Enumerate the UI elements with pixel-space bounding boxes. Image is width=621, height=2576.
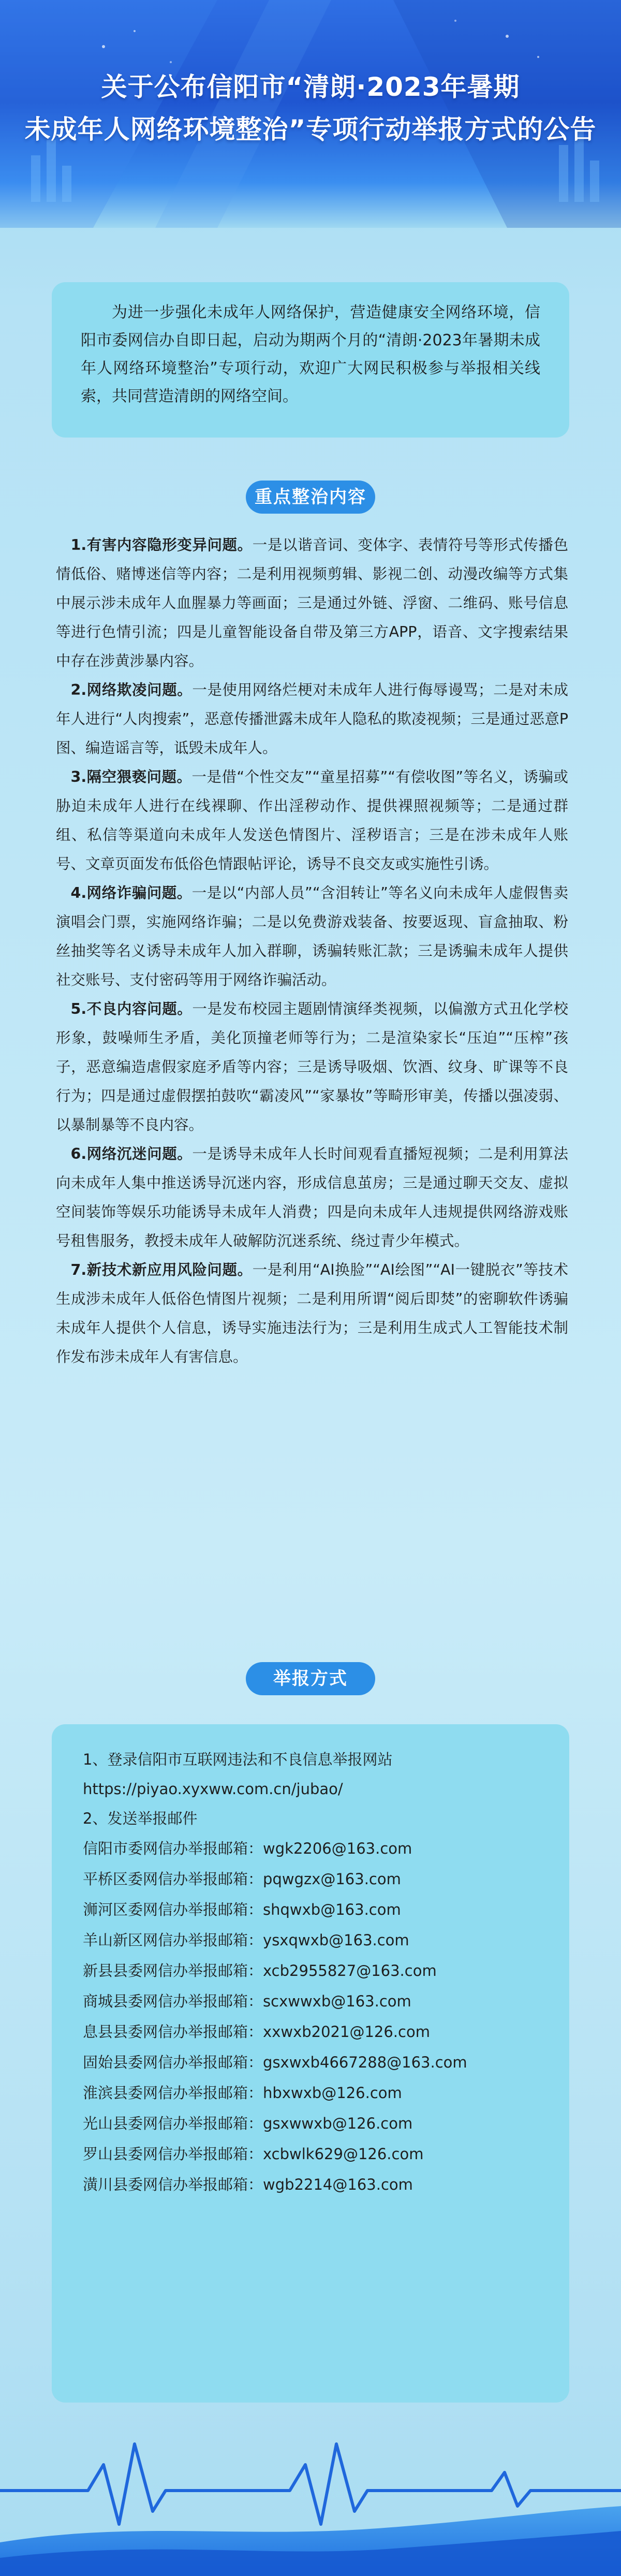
- separator: ：: [248, 1840, 263, 1857]
- problem-body: 一是发布校园主题剧情演绎类视频，以偏激方式丑化学校形象，鼓噪师生矛盾，美化顶撞老师等行为；二是渲染家长“压迫”“压榨”孩子，恶意编造虐假家庭矛盾等内容；三是诱导吸烟、饮酒、纹身、旷课等不良行为；四是通过虚假摆拍鼓吹“霸凌风”“家暴妆”等畸形审美，传播以强凌弱、以暴制暴等不良内容。: [56, 1000, 568, 1133]
- list-item: [56, 676, 568, 763]
- mailbox-name: 商城县委网信办举报邮箱: [83, 1992, 248, 2010]
- list-item: [56, 763, 568, 879]
- problem-heading: 网络欺凌问题。: [86, 681, 193, 698]
- header-banner: [0, 0, 621, 228]
- intro-text: 为进一步强化未成年人网络保护，营造健康安全网络环境，信阳市委网信办自即日起，启动为期两个月的“清朗·2023年暑期未成年人网络环境整治”专项行动，欢迎广大网民积极参与举报相关线索，共同营造清朗的网络空间。: [81, 303, 540, 405]
- separator: ：: [248, 1931, 263, 1949]
- mailbox-name: 息县县委网信办举报邮箱: [83, 2023, 248, 2041]
- separator: ：: [248, 1870, 263, 1888]
- mailbox-name: 淮滨县委网信办举报邮箱: [83, 2084, 248, 2102]
- separator: ：: [248, 1962, 263, 1980]
- problem-body: 一是诱导未成年人长时间观看直播短视频；二是利用算法向未成年人集中推送诱导沉迷内容，形成信息茧房；三是通过聊天交友、虚拟空间装饰等娱乐功能诱导未成年人消费；四是向未成年人违规提供网络游戏账号租售服务，教授未成年人破解防沉迷系统、绕过青少年模式。: [56, 1145, 568, 1249]
- problem-number: 5.: [70, 1000, 87, 1017]
- report-item-email-label: 2、发送举报邮件: [83, 1810, 198, 1827]
- separator: ：: [248, 1901, 263, 1918]
- separator: ：: [248, 2176, 263, 2193]
- mailbox-email[interactable]: wgk2206@163.com: [263, 1840, 412, 1857]
- list-item: [56, 879, 568, 995]
- mailbox-email[interactable]: xcb2955827@163.com: [263, 1962, 437, 1980]
- footer-pulse-decoration: [0, 2434, 621, 2576]
- mailbox-email[interactable]: hbxwxb@126.com: [263, 2084, 402, 2102]
- mailbox-email[interactable]: gsxwxb4667288@163.com: [263, 2054, 467, 2071]
- problem-number: 2.: [70, 681, 87, 698]
- problem-body: 一是以谐音词、变体字、表情符号等形式传播色情低俗、赌博迷信等内容；二是利用视频剪辑、影视二创、动漫改编等方式集中展示涉未成年人血腥暴力等画面；三是通过外链、浮窗、二维码、账号信息等进行色情引流；四是儿童智能设备自带及第三方APP，语音、文字搜索结果中存在涉黄涉暴内容。: [56, 536, 568, 670]
- list-item: [83, 1895, 538, 1925]
- list-item: [83, 2047, 538, 2078]
- separator: ：: [248, 1992, 263, 2010]
- problem-body: 一是借“个性交友”“童星招募”“有偿收图”等名义，诱骗或胁迫未成年人进行在线裸聊、作出淫秽动作、提供裸照视频等；二是通过群组、私信等渠道向未成年人发送色情图片、淫秽语言；三是在涉未成年人账号、文章页面发布低俗色情跟帖评论，诱导不良交友或实施性引诱。: [56, 768, 568, 872]
- list-item: [83, 2170, 538, 2200]
- list-item: [83, 1864, 538, 1895]
- mailbox-email[interactable]: scxwwxb@163.com: [263, 1992, 411, 2010]
- list-item: [56, 1256, 568, 1372]
- list-item: [83, 2078, 538, 2108]
- mailbox-name: 罗山县委网信办举报邮箱: [83, 2145, 248, 2163]
- mailbox-email[interactable]: ysxqwxb@163.com: [263, 1931, 409, 1949]
- mailbox-email[interactable]: pqwgzx@163.com: [263, 1870, 401, 1888]
- mailbox-name: 羊山新区网信办举报邮箱: [83, 1931, 248, 1949]
- mailbox-name: 光山县委网信办举报邮箱: [83, 2115, 248, 2132]
- mailbox-email[interactable]: xcbwlk629@126.com: [263, 2145, 424, 2163]
- problem-number: 3.: [70, 768, 87, 785]
- intro-box: [52, 282, 569, 438]
- problem-heading: 有害内容隐形变异问题。: [86, 536, 253, 554]
- list-item: [83, 1925, 538, 1956]
- separator: ：: [248, 2023, 263, 2041]
- mailbox-name: 新县县委网信办举报邮箱: [83, 1962, 248, 1980]
- list-item: [83, 2139, 538, 2170]
- list-item: [83, 2017, 538, 2047]
- problem-number: 7.: [70, 1261, 87, 1278]
- problem-number: 4.: [70, 884, 87, 901]
- mailbox-name: 浉河区委网信办举报邮箱: [83, 1901, 248, 1918]
- list-item: [83, 1986, 538, 2017]
- mailbox-email[interactable]: wgb2214@163.com: [263, 2176, 413, 2193]
- section-title-report: 举报方式: [246, 1662, 375, 1695]
- separator: ：: [248, 2115, 263, 2132]
- problem-number: 1.: [70, 536, 87, 554]
- mailbox-name: 潢川县委网信办举报邮箱: [83, 2176, 248, 2193]
- list-item: [56, 531, 568, 676]
- separator: ：: [248, 2145, 263, 2163]
- list-item: [56, 1140, 568, 1256]
- problem-heading: 隔空猥亵问题。: [86, 768, 192, 785]
- section-title-focus: 重点整治内容: [246, 481, 375, 514]
- page-title-line-2: 未成年人网络环境整治”专项行动举报方式的公告: [24, 114, 597, 144]
- list-item: [83, 1833, 538, 1864]
- separator: ：: [248, 2054, 263, 2071]
- problem-list: [56, 531, 568, 1372]
- mailbox-email[interactable]: xxwxb2021@126.com: [263, 2023, 430, 2041]
- mailbox-name: 信阳市委网信办举报邮箱: [83, 1840, 248, 1857]
- mailbox-name: 平桥区委网信办举报邮箱: [83, 1870, 248, 1888]
- problem-heading: 网络沉迷问题。: [86, 1145, 193, 1162]
- page-title-line-1: 关于公布信阳市“清朗·2023年暑期: [101, 72, 520, 102]
- report-website-link[interactable]: https://piyao.xyxww.com.cn/jubao/: [83, 1780, 343, 1798]
- separator: ：: [248, 2084, 263, 2102]
- problem-body: 一是以“内部人员”“含泪转让”等名义向未成年人虚假售卖演唱会门票，实施网络诈骗；二是以免费游戏装备、按要返现、盲盒抽取、粉丝抽奖等名义诱导未成年人加入群聊，诱骗转账汇款；三是诱骗未成年人提供社交账号、支付密码等用于网络诈骗活动。: [56, 884, 568, 988]
- problem-heading: 新技术新应用风险问题。: [86, 1261, 253, 1278]
- problem-number: 6.: [70, 1145, 87, 1162]
- report-item-website-label: 1、登录信阳市互联网违法和不良信息举报网站: [83, 1751, 393, 1768]
- list-item: [83, 1956, 538, 1986]
- report-box: [52, 1724, 569, 2403]
- problem-body: 一是利用“AI换脸”“AI绘图”“AI一键脱衣”等技术生成涉未成年人低俗色情图片视频；二是利用所谓“阅后即焚”的密聊软件诱骗未成年人提供个人信息，诱导实施违法行为；三是利用生成式人工智能技术制作发布涉未成年人有害信息。: [56, 1261, 568, 1365]
- problem-body: 一是使用网络烂梗对未成年人进行侮辱谩骂；二是对未成年人进行“人肉搜索”，恶意传播泄露未成年人隐私的欺凌视频；三是通过恶意P图、编造谣言等，诋毁未成年人。: [56, 681, 568, 756]
- problem-heading: 不良内容问题。: [86, 1000, 193, 1017]
- mailbox-email[interactable]: gsxwwxb@126.com: [263, 2115, 413, 2132]
- list-item: [83, 2108, 538, 2139]
- mailbox-email[interactable]: shqwxb@163.com: [263, 1901, 401, 1918]
- problem-heading: 网络诈骗问题。: [86, 884, 192, 901]
- mailbox-name: 固始县委网信办举报邮箱: [83, 2054, 248, 2071]
- list-item: [56, 995, 568, 1140]
